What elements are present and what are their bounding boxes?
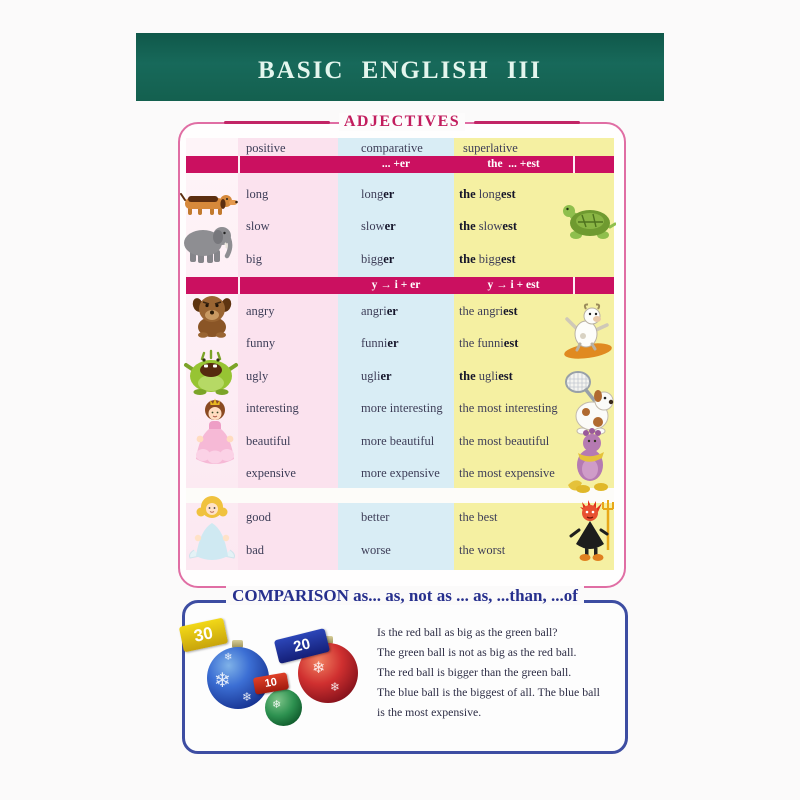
banner-separator bbox=[573, 156, 575, 173]
snowflake-icon: ❄ bbox=[224, 652, 233, 663]
snowflake-icon: ❄ bbox=[272, 698, 282, 711]
adjective-cell-positive: slow bbox=[246, 219, 270, 233]
positive-header: positive bbox=[246, 141, 286, 155]
comparative-header: comparative bbox=[361, 141, 423, 155]
adjective-cell-comparative: better bbox=[361, 510, 390, 524]
adjective-cell-comparative: longer bbox=[361, 187, 395, 201]
adjective-cell-comparative: more expensive bbox=[361, 466, 440, 480]
rule-y-ier-label: y → i + er bbox=[371, 279, 421, 291]
adjective-cell-positive: ugly bbox=[246, 369, 269, 383]
dachshund-dog-icon bbox=[180, 188, 238, 218]
adjective-cell-positive: interesting bbox=[246, 401, 299, 415]
adjective-cell-positive: long bbox=[246, 187, 269, 201]
adjective-cell-positive: funny bbox=[246, 336, 276, 350]
comparison-sentence: The green ball is not as big as the red ball. bbox=[377, 645, 577, 659]
comparison-label: COMPARISON as... as, not as ... as, ...than, ...of bbox=[226, 586, 584, 605]
adjective-cell-comparative: funnier bbox=[361, 336, 399, 350]
adjectives-table bbox=[186, 138, 614, 570]
rule-y-iest-label: y → i + est bbox=[487, 279, 540, 291]
superlative-header: superlative bbox=[463, 141, 518, 155]
title-rule-right bbox=[474, 121, 580, 124]
adjective-cell-superlative: the ugliest bbox=[459, 369, 513, 383]
comparison-sentence: Is the red ball as big as the green ball? bbox=[377, 625, 558, 639]
banner-separator bbox=[238, 277, 240, 294]
comparison-panel-title bbox=[182, 586, 628, 606]
snowflake-icon: ❄ bbox=[312, 658, 326, 677]
rule-est-label: the ... +est bbox=[487, 158, 540, 170]
elephant-icon bbox=[181, 220, 233, 266]
snowflake-icon: ❄ bbox=[242, 690, 253, 704]
adjective-cell-superlative: the slowest bbox=[459, 219, 517, 233]
adjective-cell-comparative: uglier bbox=[361, 369, 392, 383]
rule-banner-y-ier bbox=[186, 277, 614, 294]
tag-10-label: 10 bbox=[263, 676, 278, 690]
tag-30-label: 30 bbox=[192, 623, 215, 646]
comparison-sentences bbox=[377, 622, 619, 722]
adjective-cell-comparative: bigger bbox=[361, 252, 395, 266]
comparative-column bbox=[338, 138, 454, 570]
page-title: BASIC ENGLISH III bbox=[257, 57, 543, 84]
turtle-icon bbox=[560, 194, 616, 246]
banner-separator bbox=[573, 277, 575, 294]
rule-er-label: ... +er bbox=[381, 158, 411, 170]
adjectives-label: ADJECTIVES bbox=[339, 113, 465, 131]
adjective-cell-positive: big bbox=[246, 252, 262, 266]
adjective-cell-superlative: the most interesting bbox=[459, 401, 558, 415]
rule-banner-er bbox=[186, 156, 614, 173]
surfing-goat-icon bbox=[560, 302, 616, 360]
tag-20-label: 20 bbox=[291, 635, 313, 656]
comparison-sentence: is the most expensive. bbox=[377, 705, 482, 719]
adjective-cell-superlative: the biggest bbox=[459, 252, 516, 266]
snowflake-icon: ❄ bbox=[214, 668, 231, 692]
adjective-cell-comparative: more beautiful bbox=[361, 434, 435, 448]
adjective-cell-comparative: worse bbox=[361, 543, 391, 557]
comparison-sentence: The blue ball is the biggest of all. The blue ball bbox=[377, 685, 600, 699]
adjective-cell-positive: good bbox=[246, 510, 271, 524]
title-banner bbox=[136, 33, 664, 101]
green-monster-icon bbox=[182, 349, 240, 395]
adjective-cell-superlative: the longest bbox=[459, 187, 516, 201]
adjective-cell-comparative: slower bbox=[361, 219, 396, 233]
adjective-cell-superlative: the funniest bbox=[459, 336, 519, 350]
adjective-cell-comparative: angrier bbox=[361, 304, 398, 318]
adjective-cell-superlative: the worst bbox=[459, 543, 506, 557]
devil-icon bbox=[566, 498, 618, 562]
adjective-cell-superlative: the most expensive bbox=[459, 466, 555, 480]
adjective-cell-positive: angry bbox=[246, 304, 275, 318]
princess-icon bbox=[189, 397, 241, 465]
title-rule-left bbox=[224, 121, 330, 124]
angry-dog-icon bbox=[188, 292, 236, 338]
banner-separator bbox=[238, 156, 240, 173]
snowflake-icon: ❄ bbox=[330, 680, 341, 694]
green-ball bbox=[265, 689, 302, 726]
adjective-cell-superlative: the most beautiful bbox=[459, 434, 550, 448]
adjective-cell-comparative: more interesting bbox=[361, 401, 443, 415]
adjective-cell-superlative: the angriest bbox=[459, 304, 518, 318]
adjective-cell-positive: bad bbox=[246, 543, 265, 557]
adjective-cell-positive: expensive bbox=[246, 466, 296, 480]
purple-monster-icon bbox=[560, 427, 618, 495]
section-gap bbox=[186, 488, 614, 503]
angel-girl-icon bbox=[186, 494, 238, 562]
adjectives-panel-title bbox=[178, 108, 626, 136]
adjective-cell-positive: beautiful bbox=[246, 434, 291, 448]
adjective-cell-superlative: the best bbox=[459, 510, 498, 524]
comparison-sentence: The red ball is bigger than the green ball. bbox=[377, 665, 572, 679]
